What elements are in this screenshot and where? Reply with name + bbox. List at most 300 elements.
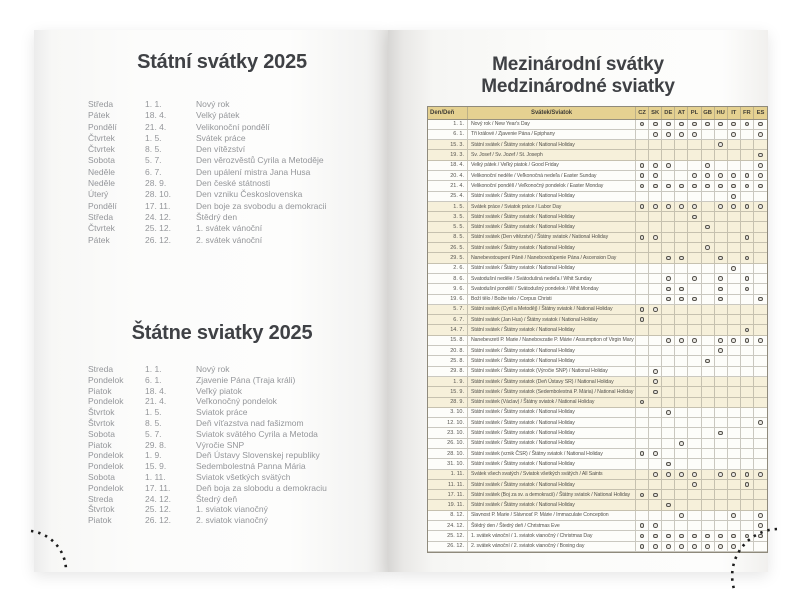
cell-country-mark bbox=[702, 387, 715, 396]
cell-country-mark bbox=[675, 212, 688, 221]
cell-country-mark bbox=[728, 418, 741, 427]
column-header-country: HU bbox=[715, 107, 728, 119]
cell-country-mark bbox=[741, 356, 754, 365]
cell-country-mark bbox=[649, 253, 662, 262]
cell-country-mark bbox=[636, 418, 649, 427]
cell-country-mark bbox=[728, 284, 741, 293]
cell-country-mark bbox=[754, 130, 767, 139]
column-header-country: DE bbox=[662, 107, 675, 119]
cell-date: 5. 7. bbox=[428, 305, 468, 314]
cell-date: 29. 8. bbox=[428, 367, 468, 376]
cell-country-mark bbox=[702, 531, 715, 540]
cell-country-mark bbox=[754, 212, 767, 221]
cell-holiday-name: Sv. Josef / Sv. Jozef / St. Joseph bbox=[468, 150, 636, 159]
cell-country-mark bbox=[675, 428, 688, 437]
cell-country-mark bbox=[649, 500, 662, 509]
cell-country-mark bbox=[662, 356, 675, 365]
cell-country-mark bbox=[649, 264, 662, 273]
cell-country-mark bbox=[675, 408, 688, 417]
cell-country-mark bbox=[741, 222, 754, 231]
holiday-name: Den upálení mistra Jana Husa bbox=[196, 166, 311, 177]
table-row bbox=[428, 181, 767, 191]
cell-country-mark bbox=[688, 243, 701, 252]
cell-country-mark bbox=[728, 233, 741, 242]
cell-country-mark bbox=[675, 490, 688, 499]
cell-country-mark bbox=[754, 274, 767, 283]
cell-country-mark bbox=[675, 531, 688, 540]
cell-country-mark bbox=[728, 521, 741, 530]
cell-date: 24. 12. bbox=[428, 521, 468, 530]
holiday-date: 24. 12. bbox=[145, 493, 171, 504]
holiday-weekday: Sobota bbox=[88, 155, 115, 166]
cell-country-mark bbox=[715, 130, 728, 139]
cell-country-mark bbox=[728, 459, 741, 468]
cell-date: 8. 12. bbox=[428, 511, 468, 520]
cell-country-mark bbox=[688, 408, 701, 417]
cell-holiday-name: Státní svátek / Štátny sviatok / National Holiday bbox=[468, 243, 636, 252]
cell-holiday-name: Státní svátek (Jan Hus) / Štátny sviatok / National Holiday bbox=[468, 315, 636, 324]
cell-country-mark bbox=[649, 192, 662, 201]
cell-country-mark bbox=[662, 542, 675, 551]
holiday-mark-dot bbox=[705, 245, 710, 250]
holiday-name: Nový rok bbox=[196, 364, 230, 374]
table-row bbox=[428, 305, 767, 315]
holiday-mark-dot bbox=[731, 534, 736, 539]
column-header-holiday: Svátek/Sviatok bbox=[468, 107, 636, 119]
holiday-list-row bbox=[88, 201, 378, 212]
cell-country-mark bbox=[688, 346, 701, 355]
cell-country-mark bbox=[649, 181, 662, 190]
cell-country-mark bbox=[636, 212, 649, 221]
holiday-mark-dot bbox=[640, 451, 645, 456]
cell-country-mark bbox=[702, 233, 715, 242]
holiday-mark-dot bbox=[718, 184, 723, 189]
cell-date: 28. 9. bbox=[428, 398, 468, 407]
cell-country-mark bbox=[688, 130, 701, 139]
cell-country-mark bbox=[675, 305, 688, 314]
cell-country-mark bbox=[741, 398, 754, 407]
table-header-row bbox=[428, 107, 767, 120]
holiday-mark-dot bbox=[679, 544, 684, 549]
cell-country-mark bbox=[675, 274, 688, 283]
cell-date: 29. 5. bbox=[428, 253, 468, 262]
international-holidays-title-cz: Mezinárodní svátky bbox=[492, 54, 664, 75]
holiday-mark-dot bbox=[758, 173, 763, 178]
holiday-mark-dot bbox=[666, 204, 671, 209]
holiday-list-row bbox=[88, 461, 378, 472]
cell-country-mark bbox=[675, 511, 688, 520]
cell-holiday-name: Státní svátek / Štátny sviatok / National Holiday bbox=[468, 356, 636, 365]
cell-country-mark bbox=[675, 295, 688, 304]
cell-country-mark bbox=[754, 449, 767, 458]
table-row bbox=[428, 202, 767, 212]
holiday-mark-dot bbox=[666, 534, 671, 539]
cell-date: 14. 7. bbox=[428, 325, 468, 334]
holiday-mark-dot bbox=[718, 338, 723, 343]
cell-country-mark bbox=[649, 140, 662, 149]
holiday-name: Deň víťazstva nad fašizmom bbox=[196, 417, 304, 428]
holiday-mark-dot bbox=[653, 523, 658, 528]
table-row bbox=[428, 346, 767, 356]
cell-date: 1. 1. bbox=[428, 120, 468, 129]
holiday-weekday: Středa bbox=[88, 99, 114, 109]
cell-country-mark bbox=[675, 171, 688, 180]
holiday-mark-dot bbox=[640, 173, 645, 178]
holiday-list-row bbox=[88, 450, 378, 461]
cell-date: 1. 5. bbox=[428, 202, 468, 211]
right-diary-page bbox=[388, 30, 768, 572]
column-header-country: IT bbox=[728, 107, 741, 119]
cell-country-mark bbox=[636, 120, 649, 129]
holiday-list-row bbox=[88, 155, 378, 166]
cell-country-mark bbox=[702, 377, 715, 386]
cell-country-mark bbox=[728, 243, 741, 252]
holiday-date: 26. 12. bbox=[145, 234, 171, 245]
cell-country-mark bbox=[688, 418, 701, 427]
cell-country-mark bbox=[636, 305, 649, 314]
cell-country-mark bbox=[662, 377, 675, 386]
holiday-date: 28. 9. bbox=[145, 178, 167, 189]
cell-country-mark bbox=[715, 408, 728, 417]
cell-country-mark bbox=[636, 490, 649, 499]
cell-country-mark bbox=[662, 439, 675, 448]
cell-country-mark bbox=[688, 336, 701, 345]
cell-country-mark bbox=[688, 120, 701, 129]
cell-country-mark bbox=[715, 233, 728, 242]
cell-holiday-name: 2. svátek vánoční / 2. sviatok vianočný / Boxing day bbox=[468, 542, 636, 551]
holiday-date: 17. 11. bbox=[145, 482, 171, 493]
holiday-mark-dot bbox=[731, 122, 736, 127]
cell-country-mark bbox=[636, 171, 649, 180]
holiday-mark-dot bbox=[666, 462, 671, 467]
cell-country-mark bbox=[649, 274, 662, 283]
cell-country-mark bbox=[715, 253, 728, 262]
cell-date: 15. 8. bbox=[428, 336, 468, 345]
holiday-weekday: Štvrtok bbox=[88, 504, 115, 515]
holiday-mark-dot bbox=[731, 204, 736, 209]
table-row bbox=[428, 377, 767, 387]
cell-country-mark bbox=[728, 480, 741, 489]
cell-country-mark bbox=[728, 253, 741, 262]
left-diary-page bbox=[34, 30, 388, 572]
cell-country-mark bbox=[688, 500, 701, 509]
cell-country-mark bbox=[688, 140, 701, 149]
cell-country-mark bbox=[675, 500, 688, 509]
holiday-mark-dot bbox=[745, 204, 750, 209]
holiday-date: 1. 1. bbox=[145, 364, 162, 374]
cell-country-mark bbox=[728, 377, 741, 386]
cell-country-mark bbox=[662, 398, 675, 407]
holiday-weekday: Štvrtok bbox=[88, 417, 115, 428]
holiday-name: Den vítězství bbox=[196, 144, 246, 155]
cell-country-mark bbox=[649, 295, 662, 304]
cell-country-mark bbox=[741, 284, 754, 293]
cell-country-mark bbox=[649, 398, 662, 407]
holiday-list-row bbox=[88, 178, 378, 189]
cell-country-mark bbox=[741, 243, 754, 252]
cell-country-mark bbox=[702, 325, 715, 334]
cell-holiday-name: Svátek práce / Sviatok práce / Labor Day bbox=[468, 202, 636, 211]
cell-country-mark bbox=[702, 202, 715, 211]
cell-country-mark bbox=[728, 150, 741, 159]
cell-date: 3. 10. bbox=[428, 408, 468, 417]
cell-country-mark bbox=[662, 150, 675, 159]
cell-country-mark bbox=[715, 398, 728, 407]
cell-country-mark bbox=[715, 531, 728, 540]
holiday-mark-dot bbox=[731, 544, 736, 549]
holiday-mark-dot bbox=[745, 184, 750, 189]
holiday-weekday: Streda bbox=[88, 364, 114, 374]
holiday-list-row bbox=[88, 515, 378, 526]
cell-country-mark bbox=[662, 325, 675, 334]
holiday-mark-dot bbox=[718, 348, 723, 353]
cell-country-mark bbox=[675, 315, 688, 324]
cell-country-mark bbox=[688, 315, 701, 324]
cell-date: 9. 6. bbox=[428, 284, 468, 293]
cell-country-mark bbox=[754, 459, 767, 468]
table-row bbox=[428, 480, 767, 490]
holiday-mark-dot bbox=[640, 400, 645, 405]
holiday-list-row bbox=[88, 223, 378, 234]
cell-country-mark bbox=[636, 398, 649, 407]
holiday-mark-dot bbox=[653, 390, 658, 395]
cell-country-mark bbox=[649, 428, 662, 437]
cell-country-mark bbox=[702, 542, 715, 551]
cell-country-mark bbox=[741, 377, 754, 386]
holiday-mark-dot bbox=[653, 534, 658, 539]
holiday-weekday: Středa bbox=[88, 211, 114, 222]
cell-date: 12. 10. bbox=[428, 418, 468, 427]
holiday-date: 5. 7. bbox=[145, 155, 162, 166]
holiday-weekday: Streda bbox=[88, 493, 114, 504]
cell-country-mark bbox=[702, 521, 715, 530]
cell-country-mark bbox=[675, 387, 688, 396]
holiday-mark-dot bbox=[666, 163, 671, 168]
cell-country-mark bbox=[636, 181, 649, 190]
cell-holiday-name: Státní svátek (Den vítězství) / Štátny sviatok / National Holiday bbox=[468, 233, 636, 242]
holiday-name: Sviatok svätého Cyrila a Metoda bbox=[196, 428, 318, 439]
holiday-mark-dot bbox=[718, 287, 723, 292]
holiday-date: 8. 5. bbox=[145, 417, 162, 428]
cell-country-mark bbox=[715, 171, 728, 180]
cell-country-mark bbox=[675, 202, 688, 211]
holiday-name: Deň boja za slobodu a demokraciu bbox=[196, 482, 327, 493]
cell-country-mark bbox=[754, 264, 767, 273]
cell-country-mark bbox=[649, 130, 662, 139]
holiday-date: 6. 7. bbox=[145, 166, 162, 177]
holiday-mark-dot bbox=[745, 122, 750, 127]
cell-country-mark bbox=[662, 480, 675, 489]
cell-country-mark bbox=[741, 212, 754, 221]
cell-country-mark bbox=[741, 346, 754, 355]
table-row bbox=[428, 511, 767, 521]
holiday-mark-dot bbox=[745, 328, 750, 333]
cell-country-mark bbox=[636, 274, 649, 283]
cell-country-mark bbox=[754, 428, 767, 437]
cell-country-mark bbox=[688, 511, 701, 520]
cell-country-mark bbox=[741, 295, 754, 304]
holiday-mark-dot bbox=[731, 513, 736, 518]
cell-country-mark bbox=[702, 181, 715, 190]
cell-country-mark bbox=[728, 367, 741, 376]
holiday-list-row bbox=[88, 144, 378, 155]
cell-holiday-name: Svatodušní pondělí / Svätodušný pondelok / Whit Monday bbox=[468, 284, 636, 293]
cell-country-mark bbox=[675, 222, 688, 231]
holiday-mark-dot bbox=[679, 204, 684, 209]
cell-country-mark bbox=[715, 480, 728, 489]
cell-country-mark bbox=[649, 377, 662, 386]
cell-country-mark bbox=[728, 212, 741, 221]
holiday-list-row bbox=[88, 386, 378, 397]
cell-country-mark bbox=[675, 150, 688, 159]
cell-holiday-name: Tři králové / Zjavenie Pána / Epiphany bbox=[468, 130, 636, 139]
holiday-mark-dot bbox=[718, 544, 723, 549]
cell-country-mark bbox=[662, 140, 675, 149]
cell-country-mark bbox=[728, 315, 741, 324]
holiday-name: Sviatok všetkých svätých bbox=[196, 471, 291, 482]
holiday-mark-dot bbox=[731, 194, 736, 199]
cell-country-mark bbox=[636, 521, 649, 530]
cell-country-mark bbox=[715, 150, 728, 159]
cell-country-mark bbox=[702, 398, 715, 407]
cell-country-mark bbox=[702, 346, 715, 355]
cell-country-mark bbox=[636, 387, 649, 396]
table-row bbox=[428, 295, 767, 305]
holiday-mark-dot bbox=[640, 307, 645, 312]
cell-country-mark bbox=[715, 542, 728, 551]
cell-date: 25. 8. bbox=[428, 356, 468, 365]
cell-country-mark bbox=[688, 356, 701, 365]
cell-country-mark bbox=[715, 367, 728, 376]
cell-holiday-name: Státní svátek (Boj za sv. a demokracii) / Štátny sviatok / National Holiday bbox=[468, 490, 636, 499]
cell-country-mark bbox=[754, 408, 767, 417]
cell-country-mark bbox=[649, 202, 662, 211]
holiday-weekday: Pátek bbox=[88, 234, 110, 245]
cell-country-mark bbox=[702, 480, 715, 489]
column-header-country: SK bbox=[649, 107, 662, 119]
table-row bbox=[428, 470, 767, 480]
holiday-weekday: Neděle bbox=[88, 178, 115, 189]
holiday-mark-dot bbox=[679, 132, 684, 137]
cell-country-mark bbox=[754, 120, 767, 129]
holiday-mark-dot bbox=[758, 472, 763, 477]
cell-country-mark bbox=[702, 264, 715, 273]
cell-country-mark bbox=[741, 449, 754, 458]
cell-country-mark bbox=[702, 408, 715, 417]
cell-date: 15. 9. bbox=[428, 387, 468, 396]
cell-date: 19. 11. bbox=[428, 500, 468, 509]
holiday-list-row bbox=[88, 167, 378, 178]
cell-country-mark bbox=[741, 150, 754, 159]
holiday-mark-dot bbox=[718, 297, 723, 302]
cell-country-mark bbox=[649, 511, 662, 520]
cell-country-mark bbox=[702, 356, 715, 365]
cell-country-mark bbox=[728, 511, 741, 520]
cell-country-mark bbox=[662, 531, 675, 540]
cell-country-mark bbox=[688, 398, 701, 407]
cell-country-mark bbox=[662, 120, 675, 129]
cell-country-mark bbox=[688, 253, 701, 262]
cell-country-mark bbox=[754, 315, 767, 324]
holiday-mark-dot bbox=[653, 493, 658, 498]
cell-country-mark bbox=[688, 212, 701, 221]
cell-date: 17. 11. bbox=[428, 490, 468, 499]
cell-country-mark bbox=[754, 542, 767, 551]
cell-country-mark bbox=[715, 346, 728, 355]
cell-country-mark bbox=[754, 202, 767, 211]
cell-country-mark bbox=[688, 150, 701, 159]
table-row bbox=[428, 120, 767, 130]
cell-country-mark bbox=[649, 325, 662, 334]
holiday-weekday: Pondelok bbox=[88, 396, 124, 407]
cell-country-mark bbox=[702, 459, 715, 468]
cell-date: 8. 6. bbox=[428, 274, 468, 283]
cell-holiday-name: Státní svátek / Štátny sviatok / National Holiday bbox=[468, 192, 636, 201]
cell-country-mark bbox=[649, 150, 662, 159]
holiday-mark-dot bbox=[692, 132, 697, 137]
table-row bbox=[428, 398, 767, 408]
cell-country-mark bbox=[728, 222, 741, 231]
table-row bbox=[428, 521, 767, 531]
holiday-mark-dot bbox=[640, 235, 645, 240]
table-row bbox=[428, 500, 767, 510]
holiday-name: Štědrý den bbox=[196, 211, 238, 222]
holiday-name: 1. sviatok vianočný bbox=[196, 504, 268, 515]
holiday-mark-dot bbox=[745, 338, 750, 343]
cell-country-mark bbox=[702, 490, 715, 499]
holiday-date: 26. 12. bbox=[145, 515, 171, 526]
cell-date: 18. 4. bbox=[428, 161, 468, 170]
holiday-date: 1. 5. bbox=[145, 407, 162, 418]
cell-country-mark bbox=[728, 295, 741, 304]
cell-country-mark bbox=[688, 264, 701, 273]
holiday-mark-dot bbox=[653, 379, 658, 384]
holiday-mark-dot bbox=[666, 287, 671, 292]
cell-holiday-name: Státní svátek / Štátny sviatok (Deň Ústavy SR) / National Holiday bbox=[468, 377, 636, 386]
cell-country-mark bbox=[688, 325, 701, 334]
cell-country-mark bbox=[675, 243, 688, 252]
cell-country-mark bbox=[741, 480, 754, 489]
cell-country-mark bbox=[728, 439, 741, 448]
holiday-mark-dot bbox=[705, 122, 710, 127]
cell-country-mark bbox=[688, 490, 701, 499]
holiday-mark-dot bbox=[692, 338, 697, 343]
table-row bbox=[428, 130, 767, 140]
holiday-list-row bbox=[88, 133, 378, 144]
cell-country-mark bbox=[675, 470, 688, 479]
cell-country-mark bbox=[715, 305, 728, 314]
cell-country-mark bbox=[754, 253, 767, 262]
holiday-mark-dot bbox=[718, 276, 723, 281]
holiday-mark-dot bbox=[692, 276, 697, 281]
holiday-mark-dot bbox=[640, 544, 645, 549]
cell-date: 26. 10. bbox=[428, 439, 468, 448]
holiday-mark-dot bbox=[640, 523, 645, 528]
cell-date: 20. 8. bbox=[428, 346, 468, 355]
holiday-name: Nový rok bbox=[196, 99, 230, 109]
cell-country-mark bbox=[702, 295, 715, 304]
holiday-mark-dot bbox=[731, 173, 736, 178]
cell-country-mark bbox=[715, 264, 728, 273]
cell-country-mark bbox=[649, 449, 662, 458]
table-row bbox=[428, 212, 767, 222]
cell-country-mark bbox=[662, 305, 675, 314]
holiday-mark-dot bbox=[718, 472, 723, 477]
cell-country-mark bbox=[702, 336, 715, 345]
holiday-list-row bbox=[88, 396, 378, 407]
holiday-mark-dot bbox=[640, 122, 645, 127]
holiday-mark-dot bbox=[745, 472, 750, 477]
